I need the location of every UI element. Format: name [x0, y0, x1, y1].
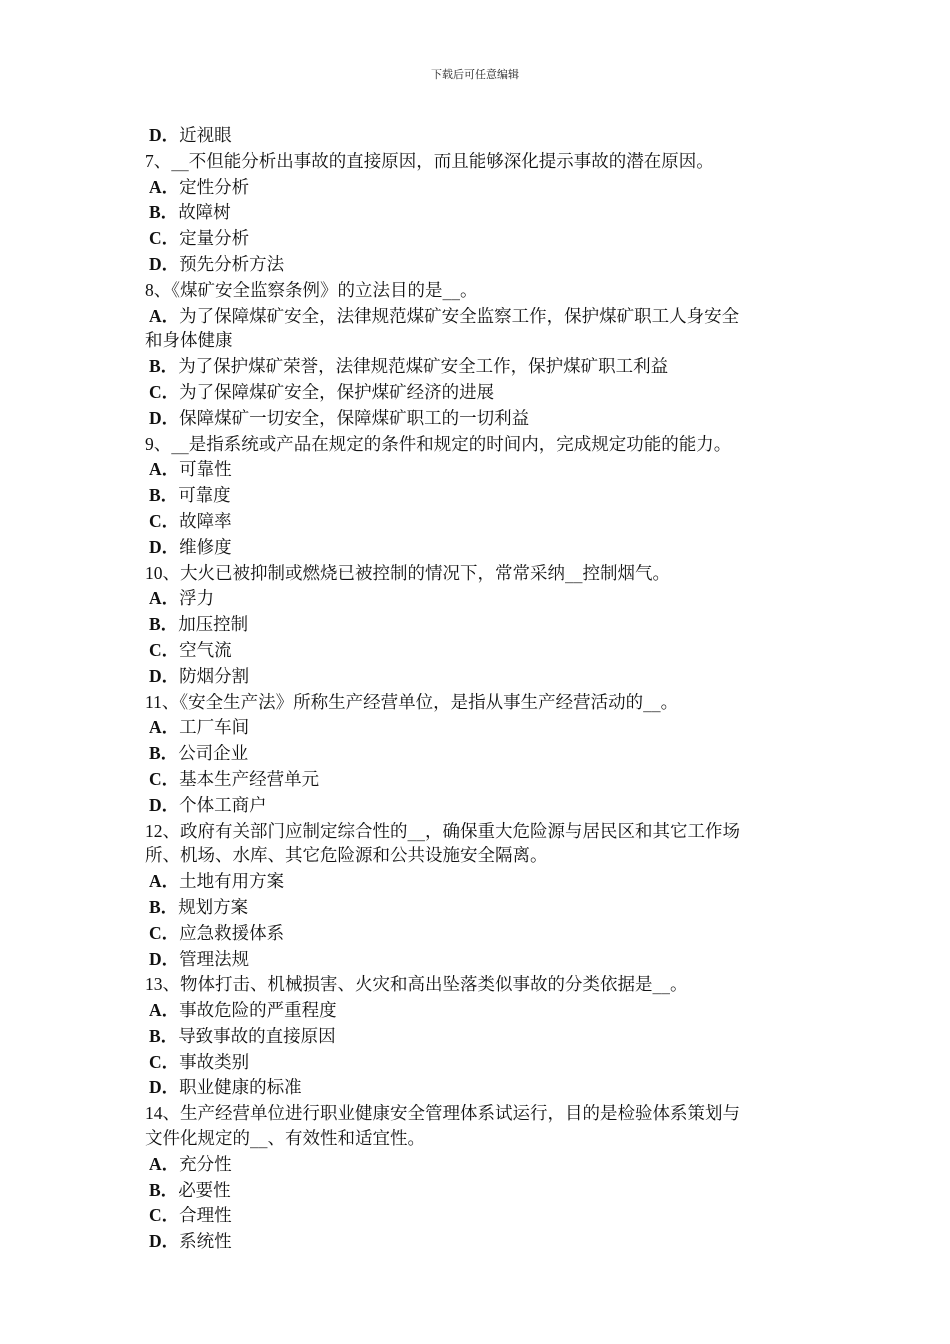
question-number: 11	[145, 691, 162, 712]
option-line	[145, 380, 815, 406]
option-line	[145, 586, 815, 612]
option-line	[145, 1024, 815, 1050]
option-line	[145, 767, 815, 793]
option-text: 导致事故的直接原因	[178, 1026, 336, 1047]
option-letter: A．	[149, 871, 180, 892]
option-letter: D．	[149, 253, 180, 274]
option-letter: D．	[149, 407, 180, 428]
option-line	[145, 123, 815, 149]
option-letter: B．	[149, 485, 179, 506]
question-number: 9	[145, 433, 154, 454]
option-text: 可靠性	[179, 460, 232, 481]
option-line	[145, 483, 815, 509]
option-text: 定性分析	[179, 177, 250, 198]
option-text: 为了保障煤矿安全，法律规范煤矿安全监察工作，保护煤矿职工人身安全	[179, 306, 740, 327]
option-line	[145, 406, 815, 432]
option-letter: B．	[149, 896, 179, 917]
question-continuation-line	[145, 844, 815, 869]
option-line	[145, 1050, 815, 1076]
option-line	[145, 612, 815, 638]
option-letter: D．	[149, 1077, 180, 1098]
option-text: 预先分析方法	[179, 254, 285, 275]
option-line	[145, 947, 815, 973]
option-letter: D．	[149, 665, 180, 686]
question-line	[145, 819, 815, 845]
question-continuation-line	[145, 1127, 815, 1152]
option-letter: C．	[149, 228, 180, 249]
question-list	[145, 123, 815, 1255]
option-text: 管理法规	[179, 949, 250, 970]
option-letter: D．	[149, 536, 180, 557]
option-line	[145, 715, 815, 741]
option-letter: D．	[149, 794, 180, 815]
option-line	[145, 175, 815, 201]
option-line	[145, 1229, 815, 1255]
question-number: 10	[145, 562, 163, 583]
option-line	[145, 793, 815, 819]
option-letter: B．	[149, 202, 179, 223]
option-letter: C．	[149, 1205, 180, 1226]
option-text: 必要性	[178, 1180, 231, 1201]
option-line	[145, 226, 815, 252]
option-letter: A．	[149, 588, 180, 609]
option-line	[145, 1203, 815, 1229]
option-letter: A．	[149, 305, 180, 326]
option-text: 空气流	[179, 640, 232, 661]
option-text: 应急救援体系	[179, 923, 285, 944]
question-line	[145, 972, 815, 998]
option-text: 维修度	[179, 537, 232, 558]
option-letter: A．	[149, 1000, 180, 1021]
question-text: 和身体健康	[145, 331, 233, 352]
option-letter: B．	[149, 1179, 179, 1200]
option-text: 系统性	[179, 1232, 232, 1253]
option-letter: A．	[149, 1153, 180, 1174]
question-number: 13	[145, 974, 163, 995]
option-letter: B．	[149, 614, 179, 635]
option-line	[145, 921, 815, 947]
option-letter: B．	[149, 743, 179, 764]
option-letter: C．	[149, 510, 180, 531]
question-text: 、__不但能分析出事故的直接原因，而且能够深化提示事故的潜在原因。	[153, 151, 714, 172]
option-letter: A．	[149, 176, 180, 197]
option-letter: B．	[149, 356, 179, 377]
question-number: 14	[145, 1103, 163, 1124]
option-letter: D．	[149, 125, 180, 145]
option-line	[145, 1152, 815, 1178]
option-line	[145, 354, 815, 380]
option-text: 事故类别	[179, 1052, 250, 1073]
option-letter: A．	[149, 459, 180, 480]
question-text: 、物体打击、机械损害、火灾和高出坠落类似事故的分类依据是__。	[162, 975, 688, 996]
option-line	[145, 200, 815, 226]
option-text: 加压控制	[178, 615, 249, 636]
question-line	[145, 690, 815, 716]
page-header-note: 下载后可任意编辑	[431, 68, 519, 81]
option-text: 职业健康的标准	[179, 1078, 302, 1099]
option-text: 规划方案	[178, 897, 249, 918]
option-line	[145, 998, 815, 1024]
question-number: 12	[145, 820, 163, 841]
option-text: 保障煤矿一切安全，保障煤矿职工的一切利益	[179, 408, 530, 429]
option-text: 为了保障煤矿安全，保护煤矿经济的进展	[179, 382, 495, 403]
option-letter: C．	[149, 922, 180, 943]
option-text: 个体工商户	[179, 795, 267, 816]
question-text: 、生产经营单位进行职业健康安全管理体系试运行，目的是检验体系策划与	[162, 1104, 740, 1125]
option-line	[145, 1075, 815, 1101]
option-line	[145, 869, 815, 895]
option-line	[145, 457, 815, 483]
option-text: 浮力	[179, 589, 215, 610]
option-text: 防烟分割	[179, 666, 250, 687]
option-line	[145, 664, 815, 690]
option-text: 故障树	[178, 203, 231, 224]
option-text: 近视眼	[179, 126, 232, 146]
option-line	[145, 252, 815, 278]
option-line	[145, 741, 815, 767]
option-text: 基本生产经营单元	[179, 769, 320, 790]
option-letter: C．	[149, 768, 180, 789]
option-text: 故障率	[179, 511, 232, 532]
question-text: 、__是指系统或产品在规定的条件和规定的时间内，完成规定功能的能力。	[153, 434, 732, 455]
option-text: 定量分析	[179, 229, 250, 250]
question-text: 、《安全生产法》所称生产经营单位，是指从事生产经营活动的__。	[161, 692, 679, 713]
question-line	[145, 149, 815, 175]
question-text: 、《煤矿安全监察条例》的立法目的是__。	[153, 280, 478, 301]
option-text: 土地有用方案	[179, 872, 285, 893]
question-line	[145, 278, 815, 304]
option-letter: A．	[149, 717, 180, 738]
question-line	[145, 432, 815, 458]
question-continuation-line	[145, 329, 815, 354]
option-letter: C．	[149, 639, 180, 660]
option-text: 充分性	[179, 1154, 232, 1175]
option-text: 工厂车间	[179, 718, 250, 739]
option-text: 可靠度	[178, 486, 231, 507]
option-line	[145, 509, 815, 535]
question-text: 所、机场、水库、其它危险源和公共设施安全隔离。	[145, 846, 548, 867]
option-line	[145, 895, 815, 921]
question-text: 文件化规定的__、有效性和适宜性。	[145, 1129, 425, 1150]
option-text: 公司企业	[178, 744, 249, 765]
question-number: 7	[145, 150, 154, 171]
question-number: 8	[145, 279, 154, 300]
option-letter: D．	[149, 948, 180, 969]
option-line	[145, 638, 815, 664]
question-line	[145, 1101, 815, 1127]
option-letter: C．	[149, 381, 180, 402]
option-line	[145, 304, 815, 330]
question-line	[145, 561, 815, 587]
option-text: 合理性	[179, 1206, 232, 1227]
option-letter: C．	[149, 1051, 180, 1072]
option-line	[145, 535, 815, 561]
option-text: 事故危险的严重程度	[179, 1001, 337, 1022]
option-letter: B．	[149, 1025, 179, 1046]
option-line	[145, 1178, 815, 1204]
question-text: 、政府有关部门应制定综合性的__，确保重大危险源与居民区和其它工作场	[162, 821, 740, 842]
question-text: 、大火已被抑制或燃烧已被控制的情况下，常常采纳__控制烟气。	[162, 563, 670, 584]
option-text: 为了保护煤矿荣誉，法律规范煤矿安全工作，保护煤矿职工利益	[178, 357, 669, 378]
option-letter: D．	[149, 1231, 180, 1252]
